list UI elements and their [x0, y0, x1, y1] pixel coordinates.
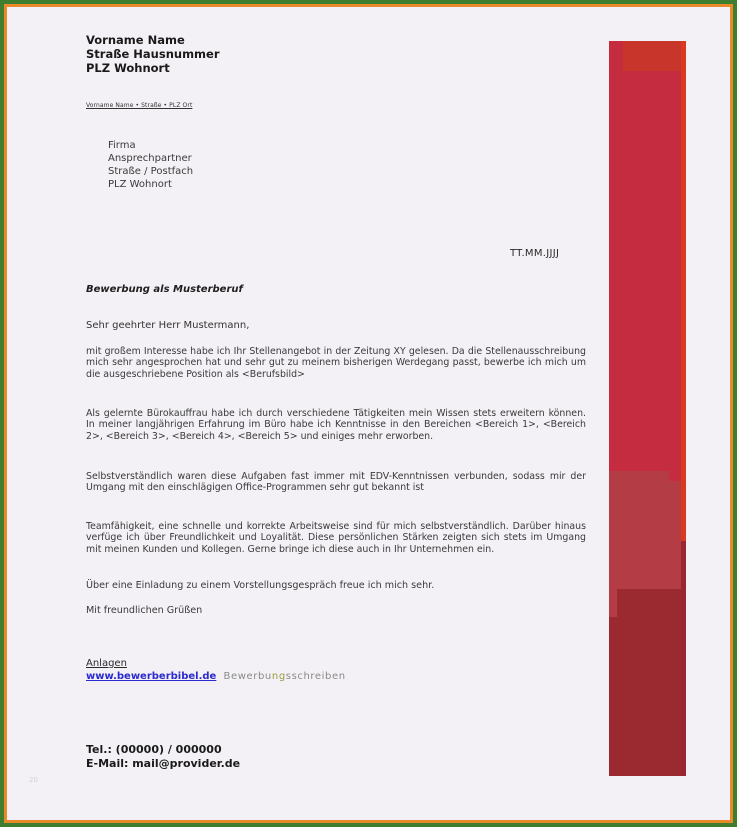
sidebar-main-block: [609, 41, 681, 471]
body-paragraph-1: mit großem Interesse habe ich Ihr Stellenangebot in der Zeitung XY gelesen. Da die Stellenausschreibung mich sehr angesprochen hat und sehr gut zu meinem bisherigen Werdegang passt, bewerbe ich mich um die ausgeschriebene Position als <Berufsbild>: [86, 346, 586, 380]
closing-regards: Mit freundlichen Grüßen: [86, 605, 203, 616]
sidebar-top-accent: [623, 41, 681, 71]
sender-street: Straße Hausnummer: [86, 47, 220, 61]
tagline-highlight: ng: [271, 671, 286, 682]
website-tagline: [224, 671, 346, 682]
letter-page: [7, 7, 730, 820]
sidebar-edge-stripe-lower: [681, 541, 686, 776]
website-link[interactable]: www.bewerberbibel.de: [86, 671, 217, 682]
tagline-part-1: Bewerbu: [223, 671, 272, 682]
contact-email: E-Mail: mail@provider.de: [86, 757, 241, 770]
letter-date: TT.MM.JJJJ: [510, 248, 560, 259]
recipient-city: PLZ Wohnort: [108, 179, 172, 190]
closing-invitation: Über eine Einladung zu einem Vorstellungsgespräch freue ich mich sehr.: [86, 580, 435, 591]
footer-link-line: [86, 671, 346, 682]
contact-phone: Tel.: (00000) / 000000: [86, 743, 222, 756]
sidebar-mid-block: [609, 471, 681, 589]
sidebar-bottom-notch: [609, 589, 617, 617]
attachments-label: Anlagen: [86, 658, 127, 669]
sender-city: PLZ Wohnort: [86, 61, 170, 75]
return-address-line: Vorname Name • Straße • PLZ Ort: [86, 102, 193, 109]
sidebar-bottom-block: [609, 589, 681, 776]
body-paragraph-3: Selbstverständlich waren diese Aufgaben fast immer mit EDV-Kenntnissen verbunden, sodass mir der Umgang mit den einschlägigen Office-Programmen sehr gut bekannt ist: [86, 471, 586, 494]
sender-name: Vorname Name: [86, 33, 185, 47]
contact-info: [86, 743, 240, 771]
salutation: Sehr geehrter Herr Mustermann,: [86, 320, 250, 331]
sidebar-mid-accent: [669, 471, 681, 481]
recipient-contact: Ansprechpartner: [108, 153, 192, 164]
recipient-address: [108, 139, 193, 191]
recipient-company: Firma: [108, 140, 136, 151]
tagline-part-2: sschreiben: [285, 671, 346, 682]
page-number: 20: [29, 776, 38, 784]
sender-address: [86, 33, 220, 75]
red-sidebar-decoration: [609, 41, 686, 776]
recipient-street: Straße / Postfach: [108, 166, 194, 177]
body-paragraph-4: Teamfähigkeit, eine schnelle und korrekte Arbeitsweise sind für mich selbstverständlich. Darüber hinaus verfüge ich über Freundlichkeit und Loyalität. Diese persönlichen Stärken zeigten sich stets im Umgang mit meinen Kunden und Kollegen. Gerne bringe ich diese auch in Ihr Unternehmen ein.: [86, 521, 586, 555]
body-paragraph-2: Als gelernte Bürokauffrau habe ich durch verschiedene Tätigkeiten mein Wissen stets erweitern können. In meiner langjährigen Erfahrung im Büro habe ich Kenntnisse in den Bereichen <Bereich 1>, <Bereich 2>, <Bereich 3>, <Bereich 4>, <Bereich 5> und einiges mehr erworben.: [86, 408, 586, 442]
letter-subject: Bewerbung als Musterberuf: [86, 284, 243, 295]
